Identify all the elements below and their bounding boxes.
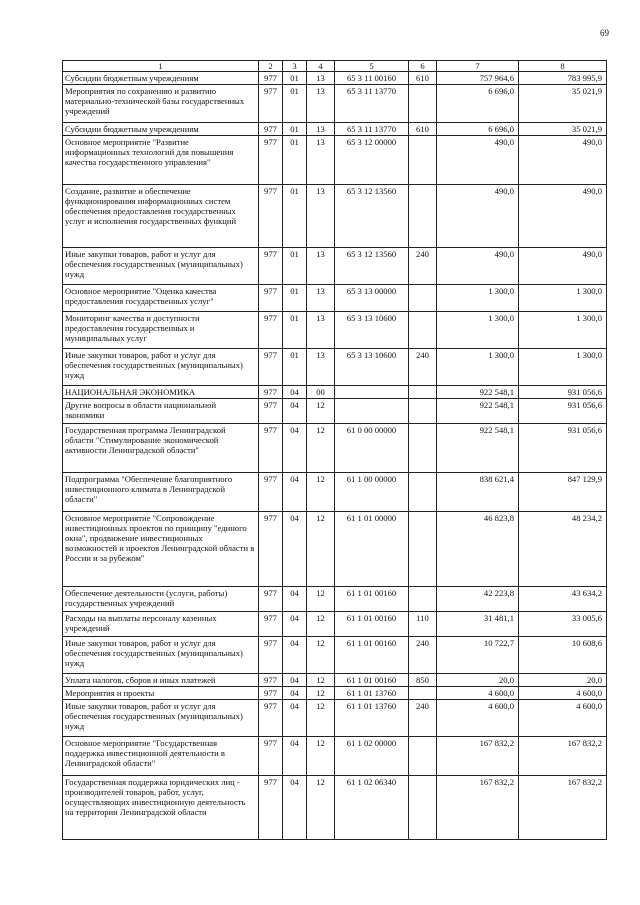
cell-subsection: 13 — [307, 123, 335, 136]
cell-amount-2: 847 129,9 — [519, 473, 607, 512]
cell-amount-2: 1 300,0 — [519, 312, 607, 349]
cell-expense-type — [409, 399, 437, 424]
cell-expense-type — [409, 136, 437, 185]
cell-subsection: 13 — [307, 85, 335, 123]
cell-amount-1: 490,0 — [437, 185, 519, 248]
cell-amount-1: 6 696,0 — [437, 85, 519, 123]
cell-section: 01 — [283, 312, 307, 349]
cell-ministry: 977 — [259, 612, 283, 637]
cell-section: 04 — [283, 674, 307, 687]
cell-amount-1: 42 223,8 — [437, 587, 519, 612]
cell-amount-2: 1 300,0 — [519, 285, 607, 312]
header-cell: 1 — [63, 61, 259, 72]
cell-amount-2: 490,0 — [519, 248, 607, 285]
cell-amount-2: 20,0 — [519, 674, 607, 687]
cell-ministry: 977 — [259, 399, 283, 424]
cell-ministry: 977 — [259, 737, 283, 776]
cell-ministry: 977 — [259, 674, 283, 687]
cell-subsection: 13 — [307, 312, 335, 349]
cell-expense-type: 610 — [409, 72, 437, 85]
cell-expense-type — [409, 285, 437, 312]
cell-amount-1: 4 600,0 — [437, 687, 519, 700]
table-row — [63, 737, 607, 776]
cell-expense-type: 110 — [409, 612, 437, 637]
row-name: Иные закупки товаров, работ и услуг для обеспечения государственных (муниципальных) нужд — [63, 637, 259, 674]
cell-ministry: 977 — [259, 776, 283, 840]
cell-ministry: 977 — [259, 85, 283, 123]
cell-ministry: 977 — [259, 687, 283, 700]
cell-subsection: 12 — [307, 399, 335, 424]
cell-amount-1: 838 621,4 — [437, 473, 519, 512]
row-name: Расходы на выплаты персоналу казенных учреждений — [63, 612, 259, 637]
cell-expense-type — [409, 312, 437, 349]
cell-expense-type — [409, 776, 437, 840]
cell-expense-type — [409, 737, 437, 776]
row-name: Уплата налогов, сборов и иных платежей — [63, 674, 259, 687]
table-row — [63, 587, 607, 612]
row-name: Государственная программа Ленинградской области "Стимулирование экономической активности Ленинградской области" — [63, 424, 259, 473]
page-number: 69 — [600, 28, 609, 38]
cell-expense-type — [409, 687, 437, 700]
cell-target-code: 65 3 11 13770 — [335, 123, 409, 136]
cell-section: 04 — [283, 612, 307, 637]
header-cell: 5 — [335, 61, 409, 72]
table-row — [63, 386, 607, 399]
cell-amount-1: 6 696,0 — [437, 123, 519, 136]
cell-section: 04 — [283, 687, 307, 700]
cell-subsection: 13 — [307, 72, 335, 85]
cell-amount-2: 1 300,0 — [519, 349, 607, 386]
cell-section: 04 — [283, 637, 307, 674]
cell-expense-type — [409, 85, 437, 123]
cell-ministry: 977 — [259, 637, 283, 674]
row-name: Мероприятия по сохранению и развитию материально-технической базы государственных учреждений — [63, 85, 259, 123]
row-name: НАЦИОНАЛЬНАЯ ЭКОНОМИКА — [63, 386, 259, 399]
row-name: Мероприятия и проекты — [63, 687, 259, 700]
cell-target-code: 61 1 00 00000 — [335, 473, 409, 512]
cell-section: 01 — [283, 136, 307, 185]
table-row — [63, 473, 607, 512]
row-name: Основное мероприятие "Развитие информационных технологий для повышения качества государственного управления" — [63, 136, 259, 185]
cell-amount-2: 931 056,6 — [519, 399, 607, 424]
cell-subsection: 12 — [307, 637, 335, 674]
cell-target-code: 61 0 00 00000 — [335, 424, 409, 473]
cell-subsection: 13 — [307, 136, 335, 185]
cell-target-code: 61 1 01 00160 — [335, 587, 409, 612]
cell-amount-1: 922 548,1 — [437, 386, 519, 399]
cell-expense-type: 240 — [409, 248, 437, 285]
cell-section: 04 — [283, 424, 307, 473]
cell-section: 04 — [283, 386, 307, 399]
cell-target-code: 61 1 02 06340 — [335, 776, 409, 840]
header-cell: 4 — [307, 61, 335, 72]
cell-amount-2: 4 600,0 — [519, 687, 607, 700]
header-cell: 3 — [283, 61, 307, 72]
cell-expense-type — [409, 185, 437, 248]
cell-subsection: 13 — [307, 349, 335, 386]
cell-section: 01 — [283, 285, 307, 312]
row-name: Основное мероприятие "Оценка качества предоставления государственных услуг" — [63, 285, 259, 312]
table-row — [63, 312, 607, 349]
cell-amount-2: 48 234,2 — [519, 512, 607, 587]
cell-amount-1: 922 548,1 — [437, 424, 519, 473]
cell-amount-2: 490,0 — [519, 136, 607, 185]
cell-amount-1: 922 548,1 — [437, 399, 519, 424]
cell-expense-type: 240 — [409, 700, 437, 737]
cell-target-code: 65 3 13 00000 — [335, 285, 409, 312]
cell-section: 01 — [283, 123, 307, 136]
cell-target-code: 61 1 02 00000 — [335, 737, 409, 776]
row-name: Обеспечение деятельности (услуги, работы) государственных учреждений — [63, 587, 259, 612]
cell-amount-1: 757 964,6 — [437, 72, 519, 85]
row-name: Субсидии бюджетным учреждениям — [63, 72, 259, 85]
cell-amount-2: 490,0 — [519, 185, 607, 248]
cell-ministry: 977 — [259, 285, 283, 312]
header-cell: 8 — [519, 61, 607, 72]
cell-amount-2: 35 021,9 — [519, 85, 607, 123]
cell-amount-1: 1 300,0 — [437, 285, 519, 312]
cell-ministry: 977 — [259, 123, 283, 136]
cell-amount-2: 10 608,6 — [519, 637, 607, 674]
cell-target-code: 61 1 01 00160 — [335, 637, 409, 674]
cell-amount-2: 35 021,9 — [519, 123, 607, 136]
cell-expense-type — [409, 473, 437, 512]
cell-ministry: 977 — [259, 72, 283, 85]
row-name: Основное мероприятие "Государственная поддержка инвестиционной деятельности в Ленинградской области" — [63, 737, 259, 776]
cell-target-code: 65 3 13 10600 — [335, 312, 409, 349]
cell-subsection: 12 — [307, 700, 335, 737]
cell-expense-type — [409, 587, 437, 612]
cell-subsection: 12 — [307, 587, 335, 612]
cell-expense-type — [409, 424, 437, 473]
cell-section: 04 — [283, 399, 307, 424]
budget-table — [62, 60, 607, 840]
cell-section: 04 — [283, 776, 307, 840]
cell-subsection: 12 — [307, 687, 335, 700]
table-row — [63, 136, 607, 185]
table-row — [63, 637, 607, 674]
cell-target-code: 65 3 13 10600 — [335, 349, 409, 386]
cell-amount-1: 490,0 — [437, 136, 519, 185]
row-name: Субсидии бюджетным учреждениям — [63, 123, 259, 136]
cell-expense-type: 240 — [409, 637, 437, 674]
cell-expense-type: 610 — [409, 123, 437, 136]
cell-amount-1: 10 722,7 — [437, 637, 519, 674]
cell-amount-2: 43 634,2 — [519, 587, 607, 612]
cell-expense-type: 240 — [409, 349, 437, 386]
cell-ministry: 977 — [259, 185, 283, 248]
cell-amount-2: 167 832,2 — [519, 737, 607, 776]
cell-subsection: 13 — [307, 248, 335, 285]
cell-section: 01 — [283, 85, 307, 123]
cell-amount-1: 4 600,0 — [437, 700, 519, 737]
header-cell: 2 — [259, 61, 283, 72]
cell-target-code — [335, 399, 409, 424]
cell-subsection: 13 — [307, 285, 335, 312]
table-row — [63, 185, 607, 248]
cell-subsection: 13 — [307, 185, 335, 248]
row-name: Создание, развитие и обеспечение функционирования информационных систем обеспечения предоставления государственных услуг и исполнения государственных функций — [63, 185, 259, 248]
row-name: Государственная поддержка юридических лиц - производителей товаров, работ, услуг, осуществляющих инвестиционную деятельность на территории Ленинградской области — [63, 776, 259, 840]
cell-target-code: 65 3 11 13770 — [335, 85, 409, 123]
cell-section: 04 — [283, 737, 307, 776]
cell-expense-type — [409, 512, 437, 587]
table-row — [63, 72, 607, 85]
cell-ministry: 977 — [259, 386, 283, 399]
cell-ministry: 977 — [259, 349, 283, 386]
cell-target-code: 61 1 01 13760 — [335, 700, 409, 737]
cell-ministry: 977 — [259, 473, 283, 512]
cell-target-code: 65 3 12 13560 — [335, 248, 409, 285]
header-cell: 6 — [409, 61, 437, 72]
table-row — [63, 687, 607, 700]
cell-expense-type: 850 — [409, 674, 437, 687]
table-row — [63, 85, 607, 123]
row-name: Основное мероприятие "Сопровождение инвестиционных проектов по принципу "единого окна", продвижение инвестиционных возможностей и проектов Ленинградской области в России и за рубежом" — [63, 512, 259, 587]
cell-ministry: 977 — [259, 512, 283, 587]
cell-amount-2: 167 832,2 — [519, 776, 607, 840]
cell-ministry: 977 — [259, 136, 283, 185]
cell-target-code: 61 1 01 00000 — [335, 512, 409, 587]
table-row — [63, 512, 607, 587]
cell-ministry: 977 — [259, 587, 283, 612]
cell-amount-2: 931 056,6 — [519, 424, 607, 473]
cell-amount-1: 490,0 — [437, 248, 519, 285]
cell-amount-2: 33 005,6 — [519, 612, 607, 637]
cell-amount-1: 167 832,2 — [437, 776, 519, 840]
cell-amount-2: 783 995,9 — [519, 72, 607, 85]
table-row — [63, 424, 607, 473]
cell-target-code: 61 1 01 00160 — [335, 674, 409, 687]
cell-target-code: 61 1 01 00160 — [335, 612, 409, 637]
cell-subsection: 12 — [307, 674, 335, 687]
table-row — [63, 612, 607, 637]
cell-amount-1: 1 300,0 — [437, 312, 519, 349]
cell-section: 04 — [283, 700, 307, 737]
cell-subsection: 00 — [307, 386, 335, 399]
cell-amount-1: 20,0 — [437, 674, 519, 687]
cell-amount-1: 167 832,2 — [437, 737, 519, 776]
cell-amount-1: 46 823,8 — [437, 512, 519, 587]
cell-section: 04 — [283, 512, 307, 587]
cell-section: 04 — [283, 473, 307, 512]
cell-subsection: 12 — [307, 512, 335, 587]
table-row — [63, 399, 607, 424]
table-row — [63, 123, 607, 136]
header-cell: 7 — [437, 61, 519, 72]
table-row — [63, 248, 607, 285]
cell-amount-2: 4 600,0 — [519, 700, 607, 737]
header-row — [63, 61, 607, 72]
table-row — [63, 776, 607, 840]
row-name: Другие вопросы в области национальной экономики — [63, 399, 259, 424]
cell-subsection: 12 — [307, 612, 335, 637]
row-name: Подпрограмма "Обеспечение благоприятного инвестиционного климата в Ленинградской области" — [63, 473, 259, 512]
cell-amount-1: 31 481,1 — [437, 612, 519, 637]
cell-subsection: 12 — [307, 737, 335, 776]
cell-subsection: 12 — [307, 473, 335, 512]
cell-ministry: 977 — [259, 312, 283, 349]
cell-section: 01 — [283, 248, 307, 285]
row-name: Иные закупки товаров, работ и услуг для обеспечения государственных (муниципальных) нужд — [63, 349, 259, 386]
cell-section: 04 — [283, 587, 307, 612]
cell-amount-2: 931 056,6 — [519, 386, 607, 399]
row-name: Иные закупки товаров, работ и услуг для обеспечения государственных (муниципальных) нужд — [63, 700, 259, 737]
cell-target-code: 65 3 12 13560 — [335, 185, 409, 248]
cell-ministry: 977 — [259, 248, 283, 285]
table-row — [63, 349, 607, 386]
cell-target-code: 65 3 11 00160 — [335, 72, 409, 85]
cell-target-code — [335, 386, 409, 399]
table-row — [63, 700, 607, 737]
cell-target-code: 65 3 12 00000 — [335, 136, 409, 185]
cell-subsection: 12 — [307, 424, 335, 473]
cell-amount-1: 1 300,0 — [437, 349, 519, 386]
cell-ministry: 977 — [259, 700, 283, 737]
cell-section: 01 — [283, 185, 307, 248]
cell-section: 01 — [283, 72, 307, 85]
table-row — [63, 674, 607, 687]
cell-target-code: 61 1 01 13760 — [335, 687, 409, 700]
cell-section: 01 — [283, 349, 307, 386]
row-name: Иные закупки товаров, работ и услуг для обеспечения государственных (муниципальных) нужд — [63, 248, 259, 285]
table-row — [63, 285, 607, 312]
cell-ministry: 977 — [259, 424, 283, 473]
cell-expense-type — [409, 386, 437, 399]
cell-subsection: 12 — [307, 776, 335, 840]
row-name: Мониторинг качества и доступности предоставления государственных и муниципальных услуг — [63, 312, 259, 349]
